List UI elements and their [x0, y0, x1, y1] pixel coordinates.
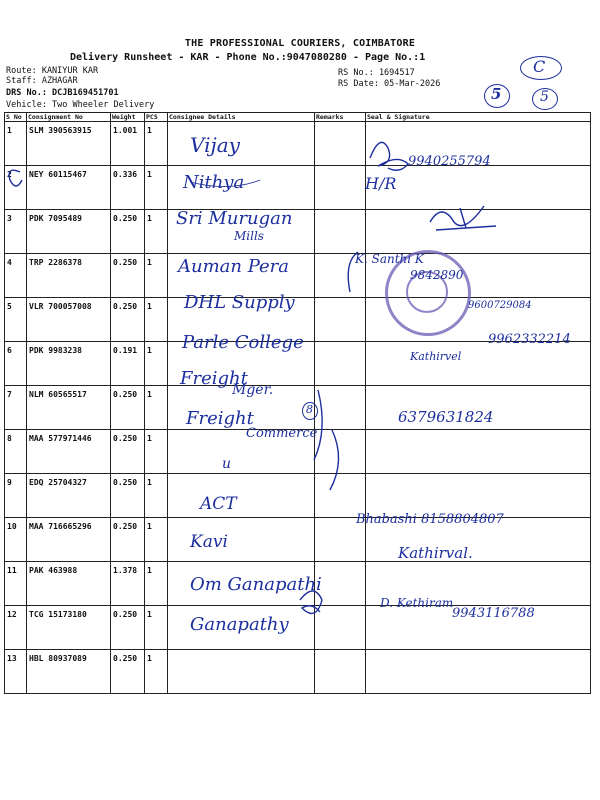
- sno-cell: 11: [5, 562, 27, 606]
- handwritten-signature: D. Kethiram: [380, 596, 454, 610]
- handwritten-signature: H/R: [365, 174, 397, 193]
- weight-cell: 0.250: [111, 606, 145, 650]
- consignment-cell: PDK 7095489: [27, 210, 111, 254]
- handwritten-consignee: Vijay: [190, 133, 240, 157]
- weight-cell: 0.191: [111, 342, 145, 386]
- consignment-cell: VLR 700057008: [27, 298, 111, 342]
- consignment-cell: SLM 390563915: [27, 122, 111, 166]
- handwritten-consignee: Mills: [234, 229, 264, 243]
- sno-cell: 6: [5, 342, 27, 386]
- weight-cell: 0.250: [111, 386, 145, 430]
- pcs-cell: 1: [145, 606, 168, 650]
- consignment-cell: NEY 60115467: [27, 166, 111, 210]
- sno-cell: 4: [5, 254, 27, 298]
- weight-cell: 0.250: [111, 210, 145, 254]
- sno-cell: 3: [5, 210, 27, 254]
- handwritten-consignee: DHL Supply: [184, 292, 295, 313]
- handwritten-signature: Kathirval.: [398, 544, 473, 562]
- handwritten-consignee: Mger.: [232, 382, 274, 398]
- sno-cell: 8: [5, 430, 27, 474]
- weight-cell: 0.336: [111, 166, 145, 210]
- mark-5: 5: [491, 85, 502, 103]
- consignment-cell: PDK 9983238: [27, 342, 111, 386]
- consignment-cell: HBL 80937089: [27, 650, 111, 694]
- pcs-cell: 1: [145, 386, 168, 430]
- pcs-cell: 1: [145, 166, 168, 210]
- handwritten-consignee: Freight: [186, 408, 254, 429]
- runsheet-title: Delivery Runsheet - KAR - Phone No.:9047080280 - Page No.:1: [70, 52, 426, 63]
- pcs-cell: 1: [145, 474, 168, 518]
- weight-cell: 1.378: [111, 562, 145, 606]
- consignment-cell: MAA 577971446: [27, 430, 111, 474]
- weight-cell: 1.001: [111, 122, 145, 166]
- handwritten-consignee: u: [222, 456, 232, 472]
- handwritten-signature: 9943116788: [452, 606, 535, 621]
- sno-cell: 1: [5, 122, 27, 166]
- handwritten-consignee: Nithya: [183, 172, 245, 193]
- handwritten-signature: 9962332214: [488, 332, 571, 347]
- sno-cell: 5: [5, 298, 27, 342]
- pcs-cell: 1: [145, 562, 168, 606]
- pcs-cell: 1: [145, 342, 168, 386]
- pcs-cell: 1: [145, 254, 168, 298]
- col-consignee: Consignee Details: [168, 113, 315, 122]
- consignment-cell: NLM 60565517: [27, 386, 111, 430]
- pcs-cell: 1: [145, 210, 168, 254]
- handwritten-consignee: Sri Murugan: [176, 208, 293, 229]
- consignment-cell: MAA 716665296: [27, 518, 111, 562]
- handwritten-consignee: Auman Pera: [178, 256, 289, 277]
- sno-cell: 13: [5, 650, 27, 694]
- company-title: THE PROFESSIONAL COURIERS, COIMBATORE: [184, 38, 416, 49]
- weight-cell: 0.250: [111, 474, 145, 518]
- handwritten-consignee: Om Ganapathi: [190, 574, 322, 595]
- staff-label: Staff: AZHAGAR: [6, 76, 78, 86]
- consignment-cell: PAK 463988: [27, 562, 111, 606]
- col-seal: Seal & Signature: [366, 113, 591, 122]
- weight-cell: 0.250: [111, 298, 145, 342]
- handwritten-consignee: Kavi: [190, 532, 228, 552]
- handwritten-signature: 9940255794: [408, 154, 491, 169]
- vehicle-label: Vehicle: Two Wheeler Delivery: [6, 100, 155, 110]
- col-pcs: PCS: [145, 113, 168, 122]
- weight-cell: 0.250: [111, 650, 145, 694]
- sno-cell: 7: [5, 386, 27, 430]
- sno-cell: 12: [5, 606, 27, 650]
- weight-cell: 0.250: [111, 518, 145, 562]
- handwritten-signature: Kathirvel: [410, 350, 462, 363]
- weight-cell: 0.250: [111, 430, 145, 474]
- pcs-cell: 1: [145, 298, 168, 342]
- col-remarks: Remarks: [315, 113, 366, 122]
- mark-8: 8: [306, 403, 313, 416]
- sno-cell: 10: [5, 518, 27, 562]
- consignment-cell: TRP 2286378: [27, 254, 111, 298]
- weight-cell: 0.250: [111, 254, 145, 298]
- col-sno: S No: [5, 113, 27, 122]
- handwritten-consignee: Commerce: [246, 426, 318, 441]
- mark-5: 5: [540, 89, 549, 105]
- handwritten-consignee: Freight: [180, 368, 248, 389]
- pcs-cell: 1: [145, 518, 168, 562]
- handwritten-consignee: Parle College: [182, 332, 304, 353]
- handwritten-signature: 9842890: [410, 268, 464, 282]
- consignment-cell: EDQ 25704327: [27, 474, 111, 518]
- handwritten-signature: 9600729084: [468, 300, 532, 311]
- handwritten-signature: Bhabashi 8158804807: [356, 512, 504, 527]
- col-weight: Weight: [111, 113, 145, 122]
- sno-cell: 2: [5, 166, 27, 210]
- handwritten-signature: 6379631824: [398, 408, 494, 426]
- route-label: Route: KANIYUR KAR: [6, 66, 99, 76]
- pcs-cell: 1: [145, 650, 168, 694]
- rs-date: RS Date: 05-Mar-2026: [338, 79, 441, 89]
- drs-label: DRS No.: DCJB169451701: [6, 88, 119, 98]
- mark-c: C: [533, 57, 546, 76]
- pcs-cell: 1: [145, 430, 168, 474]
- pcs-cell: 1: [145, 122, 168, 166]
- handwritten-consignee: Ganapathy: [190, 614, 289, 635]
- col-consignment: Consignment No: [27, 113, 111, 122]
- handwritten-signature: K. Santhi K: [355, 252, 424, 266]
- handwritten-consignee: ACT: [200, 494, 237, 514]
- rs-number: RS No.: 1694517: [338, 68, 415, 78]
- consignment-cell: TCG 15173180: [27, 606, 111, 650]
- sno-cell: 9: [5, 474, 27, 518]
